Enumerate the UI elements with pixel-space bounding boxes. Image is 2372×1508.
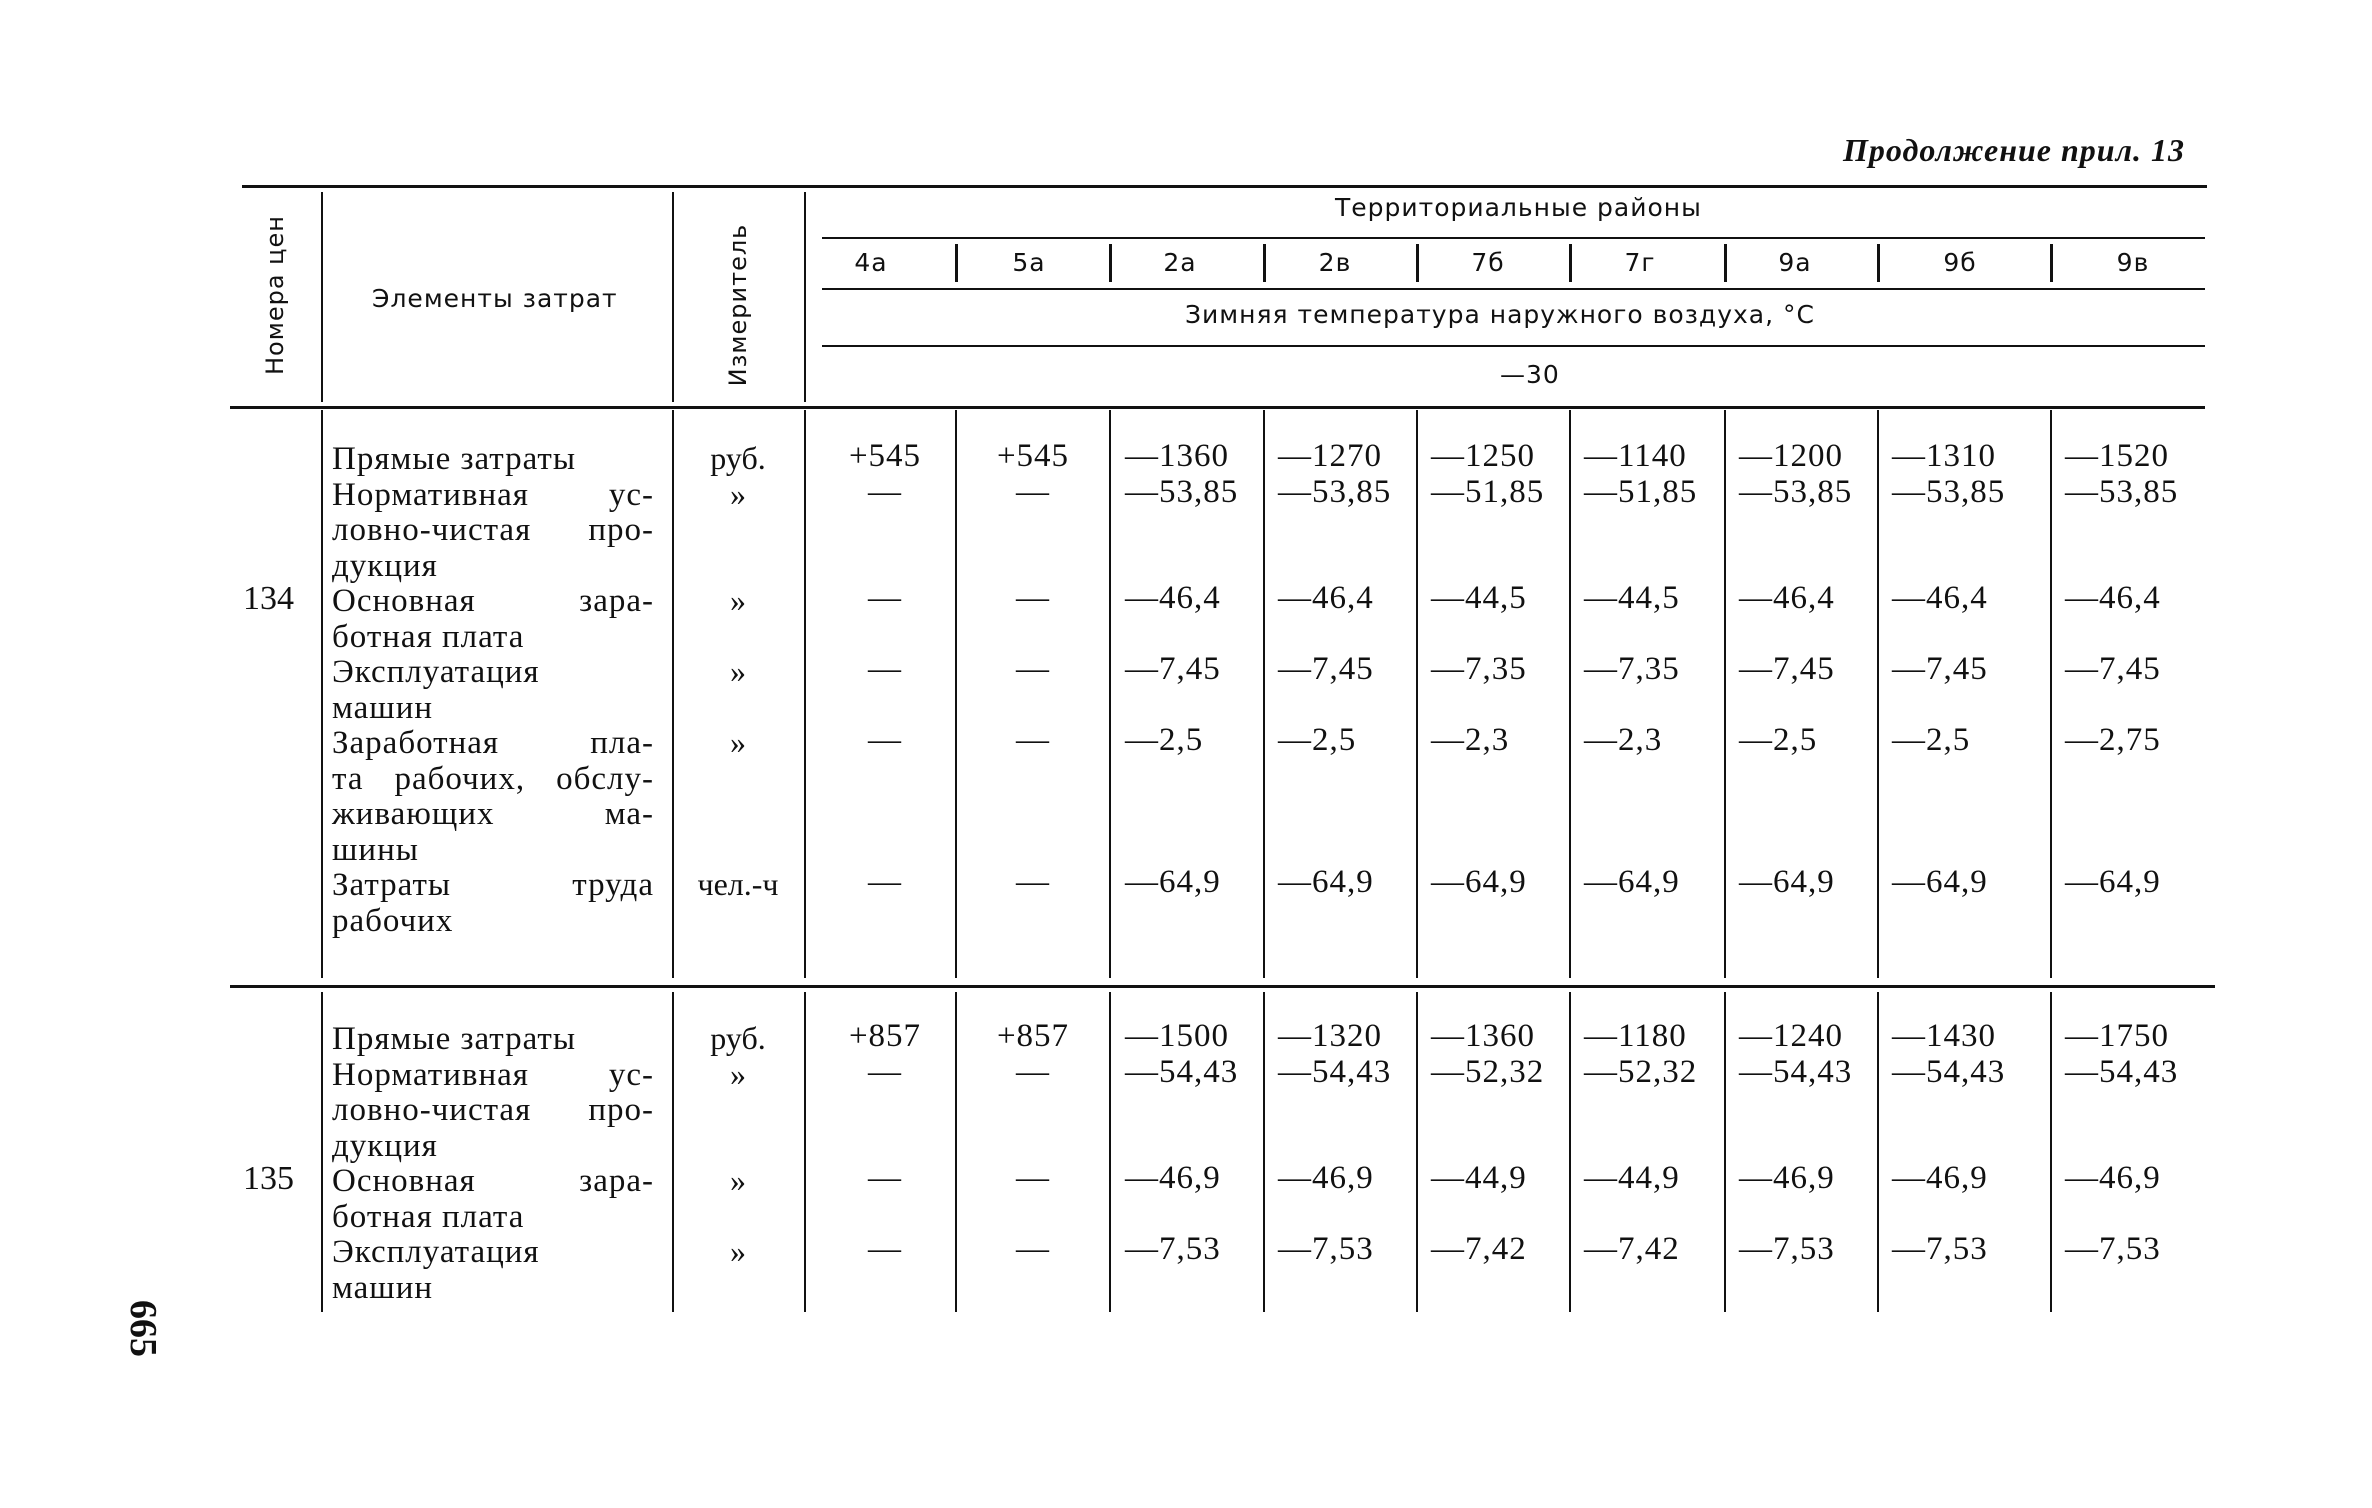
value-cell: —1320	[1278, 1018, 1382, 1054]
value-cell: —	[1016, 1053, 1050, 1090]
column-rule	[1724, 992, 1726, 1312]
value-cell: —46,4	[2065, 580, 2161, 616]
cost-element-line	[332, 584, 654, 620]
column-rule	[1416, 410, 1418, 978]
cost-element-text: ботная плата	[332, 1198, 525, 1235]
value-cell: —1310	[1892, 438, 1996, 474]
value-cell: —1360	[1125, 438, 1229, 474]
value-cell: —2,5	[1892, 722, 1971, 758]
value-cell: —54,43	[1278, 1053, 1392, 1090]
header-bottom-rule	[230, 406, 2205, 409]
cost-element-line	[332, 1058, 654, 1094]
value-cell: —53,85	[1125, 473, 1239, 510]
value-cell: —46,4	[1892, 580, 1988, 616]
header-divider	[672, 192, 674, 402]
value-cell: —7,53	[2065, 1231, 2161, 1267]
cost-element-text: ловно-чистая про-	[332, 1092, 654, 1128]
column-rule	[321, 410, 323, 978]
value-cell: —54,43	[1892, 1053, 2006, 1090]
value-cell: +545	[996, 438, 1070, 474]
cost-element	[332, 584, 654, 655]
value-cell: —54,43	[2065, 1053, 2179, 1090]
cost-element-text: рабочих	[332, 902, 454, 939]
value-cell: —46,9	[1125, 1160, 1221, 1196]
value-cell: —7,42	[1584, 1231, 1680, 1267]
column-rule	[1263, 410, 1265, 978]
header-rule	[822, 237, 2205, 239]
value-cell: —	[1016, 1160, 1050, 1196]
unit-cell: »	[730, 475, 746, 512]
cost-element-line	[332, 1093, 654, 1129]
column-rule	[1109, 410, 1111, 978]
cost-element-text: Основная зара-	[332, 583, 654, 619]
header-divider	[321, 192, 323, 402]
value-cell: —64,9	[1584, 864, 1680, 900]
cost-element-text: Затраты труда	[332, 867, 654, 903]
region-header-4а: 4а	[854, 248, 888, 277]
value-cell: —46,9	[1739, 1160, 1835, 1196]
unit-cell: »	[730, 653, 746, 689]
header-cost-elements: Элементы затрат	[372, 284, 618, 313]
cost-element-text: Основная зара-	[332, 1163, 654, 1199]
cost-element-text: та рабочих, обслу-	[332, 760, 654, 797]
value-cell: —44,5	[1584, 580, 1680, 616]
page-number: 665	[122, 1300, 164, 1357]
value-cell: —44,9	[1584, 1160, 1680, 1196]
value-cell: —7,35	[1431, 651, 1527, 687]
value-cell: —46,4	[1278, 580, 1374, 616]
region-header-divider	[1416, 244, 1419, 282]
cost-element	[332, 655, 654, 726]
cost-element-line	[332, 762, 654, 798]
unit-cell: »	[730, 1055, 746, 1092]
header-winter-temp-value: —30	[1500, 360, 1560, 389]
cost-element	[332, 478, 654, 585]
cost-element-text: ловно-чистая про-	[332, 512, 654, 548]
value-cell: —7,45	[1892, 651, 1988, 687]
value-cell: —	[868, 722, 902, 758]
header-rule	[822, 345, 2205, 347]
cost-element	[332, 1164, 654, 1235]
column-rule	[1263, 992, 1265, 1312]
value-cell: —7,53	[1278, 1231, 1374, 1267]
price-number: 135	[243, 1160, 294, 1197]
column-rule	[1877, 992, 1879, 1312]
value-cell: —1240	[1739, 1018, 1843, 1054]
cost-element-line	[332, 1022, 654, 1058]
region-header-divider	[2050, 244, 2053, 282]
cost-element-line	[332, 797, 654, 833]
value-cell: —2,3	[1584, 722, 1663, 758]
value-cell: —44,5	[1431, 580, 1527, 616]
value-cell: —7,53	[1892, 1231, 1988, 1267]
value-cell: —7,45	[1278, 651, 1374, 687]
cost-element-line	[332, 513, 654, 549]
value-cell: —	[1016, 1231, 1050, 1267]
value-cell: —7,45	[1739, 651, 1835, 687]
value-cell: +857	[848, 1018, 922, 1054]
value-cell: —53,85	[2065, 473, 2179, 510]
cost-element-line	[332, 620, 654, 656]
column-rule	[1569, 410, 1571, 978]
column-rule	[321, 992, 323, 1312]
column-rule	[955, 992, 957, 1312]
value-cell: —54,43	[1739, 1053, 1853, 1090]
value-cell: —51,85	[1584, 473, 1698, 510]
value-cell: —	[868, 580, 902, 616]
value-cell: —	[868, 651, 902, 687]
value-cell: —64,9	[2065, 864, 2161, 900]
unit-cell: чел.-ч	[697, 866, 779, 902]
value-cell: —1500	[1125, 1018, 1229, 1054]
value-cell: —54,43	[1125, 1053, 1239, 1090]
unit-cell: руб.	[710, 440, 766, 476]
cost-element	[332, 726, 654, 868]
value-cell: —7,53	[1739, 1231, 1835, 1267]
cost-element-text: живающих ма-	[332, 796, 654, 832]
header-territorial-regions: Территориальные районы	[1335, 193, 1702, 222]
column-rule	[1569, 992, 1571, 1312]
value-cell: —53,85	[1739, 473, 1853, 510]
cost-element-text: Заработная пла-	[332, 725, 654, 761]
value-cell: —46,4	[1125, 580, 1221, 616]
value-cell: —	[868, 1160, 902, 1196]
cost-element-line	[332, 1200, 654, 1236]
value-cell: —44,9	[1431, 1160, 1527, 1196]
unit-cell: »	[730, 582, 746, 618]
cost-element	[332, 1058, 654, 1165]
cost-element-line	[332, 1164, 654, 1200]
value-cell: —2,3	[1431, 722, 1510, 758]
column-rule	[955, 410, 957, 978]
region-header-7б: 7б	[1471, 248, 1505, 277]
value-cell: —	[868, 864, 902, 900]
cost-element	[332, 1235, 654, 1306]
value-cell: +545	[848, 438, 922, 474]
column-rule	[2050, 410, 2052, 978]
value-cell: —	[868, 473, 902, 510]
value-cell: —46,9	[1278, 1160, 1374, 1196]
value-cell: —1250	[1431, 438, 1535, 474]
value-cell: —64,9	[1125, 864, 1221, 900]
cost-element-line	[332, 1129, 654, 1165]
cost-element-text: машин	[332, 689, 434, 726]
cost-element-text: Прямые затраты	[332, 441, 577, 477]
value-cell: —53,85	[1892, 473, 2006, 510]
cost-element-text: дукция	[332, 547, 438, 584]
region-header-divider	[1263, 244, 1266, 282]
value-cell: —64,9	[1739, 864, 1835, 900]
region-header-5а: 5а	[1012, 248, 1046, 277]
value-cell: —1180	[1584, 1018, 1687, 1054]
unit-cell: »	[730, 724, 746, 760]
header-winter-temp-label: Зимняя температура наружного воздуха, °С	[1185, 300, 1815, 329]
header-price-number: Номера цен	[261, 215, 289, 375]
value-cell: —1200	[1739, 438, 1843, 474]
cost-element-text: машин	[332, 1269, 434, 1306]
cost-element-line	[332, 549, 654, 585]
cost-element-line	[332, 1271, 654, 1307]
value-cell: —46,9	[2065, 1160, 2161, 1196]
cost-element-text: Эксплуатация	[332, 654, 540, 690]
cost-element-line	[332, 655, 654, 691]
region-header-divider	[955, 244, 958, 282]
cost-element	[332, 1022, 654, 1058]
value-cell: —1430	[1892, 1018, 1996, 1054]
region-header-9в: 9в	[2116, 248, 2150, 277]
cost-element	[332, 442, 654, 478]
value-cell: —7,42	[1431, 1231, 1527, 1267]
region-header-divider	[1724, 244, 1727, 282]
cost-element-text: дукция	[332, 1127, 438, 1164]
value-cell: —64,9	[1431, 864, 1527, 900]
region-header-9б: 9б	[1943, 248, 1977, 277]
value-cell: —7,35	[1584, 651, 1680, 687]
cost-element-line	[332, 1235, 654, 1271]
value-cell: —7,53	[1125, 1231, 1221, 1267]
value-cell: —7,45	[1125, 651, 1221, 687]
value-cell: —53,85	[1278, 473, 1392, 510]
value-cell: —1270	[1278, 438, 1382, 474]
value-cell: —	[1016, 651, 1050, 687]
value-cell: —	[1016, 722, 1050, 758]
continuation-label: Продолжение прил. 13	[1843, 132, 2185, 168]
cost-element-text: Нормативная ус-	[332, 1056, 654, 1093]
region-header-7г: 7г	[1624, 248, 1656, 277]
value-cell: —51,85	[1431, 473, 1545, 510]
header-rule	[822, 288, 2205, 290]
cost-element-line	[332, 442, 654, 478]
cost-element-line	[332, 478, 654, 514]
unit-cell: руб.	[710, 1020, 766, 1056]
value-cell: —1750	[2065, 1018, 2169, 1054]
column-rule	[804, 992, 806, 1312]
group-separator-rule	[230, 985, 2215, 988]
cost-element-line	[332, 726, 654, 762]
value-cell: —7,45	[2065, 651, 2161, 687]
region-header-9а: 9а	[1778, 248, 1812, 277]
column-rule	[1416, 992, 1418, 1312]
value-cell: —	[1016, 473, 1050, 510]
table-top-rule	[242, 185, 2207, 188]
value-cell: —64,9	[1892, 864, 1988, 900]
column-rule	[2050, 992, 2052, 1312]
value-cell: —2,75	[2065, 722, 2161, 758]
region-header-divider	[1877, 244, 1880, 282]
region-header-2в: 2в	[1318, 248, 1352, 277]
column-rule	[672, 410, 674, 978]
cost-element-line	[332, 691, 654, 727]
cost-element-text: шины	[332, 831, 419, 868]
value-cell: —	[1016, 580, 1050, 616]
price-number: 134	[243, 580, 294, 617]
value-cell: —	[868, 1231, 902, 1267]
value-cell: —1140	[1584, 438, 1687, 474]
value-cell: +857	[996, 1018, 1070, 1054]
value-cell: —46,4	[1739, 580, 1835, 616]
value-cell: —52,32	[1431, 1053, 1545, 1090]
value-cell: —52,32	[1584, 1053, 1698, 1090]
column-rule	[672, 992, 674, 1312]
column-rule	[1877, 410, 1879, 978]
cost-element-line	[332, 868, 654, 904]
cost-element-text: Прямые затраты	[332, 1021, 577, 1057]
value-cell: —1520	[2065, 438, 2169, 474]
cost-element	[332, 868, 654, 939]
cost-element-line	[332, 904, 654, 940]
unit-cell: »	[730, 1162, 746, 1198]
region-header-divider	[1109, 244, 1112, 282]
cost-element-text: Эксплуатация	[332, 1234, 540, 1270]
cost-element-text: ботная плата	[332, 618, 525, 655]
column-rule	[1109, 992, 1111, 1312]
cost-element-line	[332, 833, 654, 869]
region-header-2а: 2а	[1163, 248, 1197, 277]
value-cell: —2,5	[1278, 722, 1357, 758]
column-rule	[804, 410, 806, 978]
region-header-divider	[1569, 244, 1572, 282]
header-unit: Измеритель	[724, 223, 752, 387]
header-divider	[804, 192, 806, 402]
value-cell: —	[868, 1053, 902, 1090]
value-cell: —2,5	[1125, 722, 1204, 758]
value-cell: —2,5	[1739, 722, 1818, 758]
cost-element-text: Нормативная ус-	[332, 476, 654, 513]
value-cell: —1360	[1431, 1018, 1535, 1054]
column-rule	[1724, 410, 1726, 978]
value-cell: —46,9	[1892, 1160, 1988, 1196]
value-cell: —	[1016, 864, 1050, 900]
value-cell: —64,9	[1278, 864, 1374, 900]
unit-cell: »	[730, 1233, 746, 1269]
